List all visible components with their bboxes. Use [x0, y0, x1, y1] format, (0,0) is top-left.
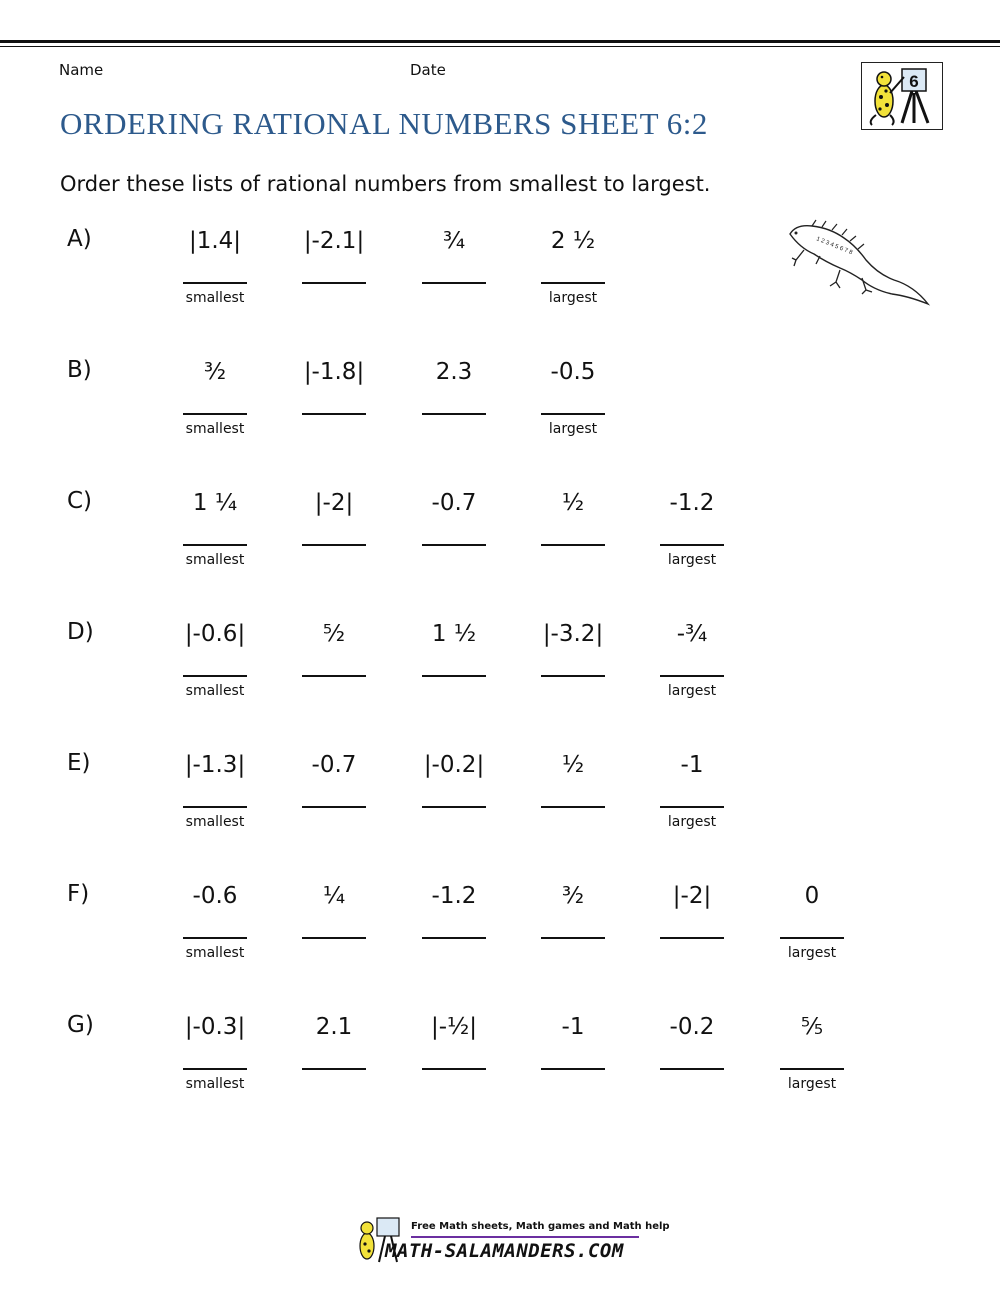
- number-cell: [274, 484, 394, 569]
- answer-blank[interactable]: [541, 675, 605, 677]
- answer-blank[interactable]: [422, 675, 486, 677]
- number-cell: [274, 615, 394, 700]
- answer-blank[interactable]: [541, 806, 605, 808]
- caption-spacer: [513, 813, 633, 831]
- question-label: B): [67, 357, 92, 383]
- number-cell: [632, 615, 752, 700]
- answer-blank[interactable]: [422, 544, 486, 546]
- rational-number: -1: [680, 752, 704, 778]
- question-label: E): [67, 750, 91, 776]
- question-row: [0, 1008, 1000, 1139]
- question-label: D): [67, 619, 94, 645]
- rational-number: 2 ½: [550, 228, 596, 254]
- smallest-caption: smallest: [185, 290, 245, 306]
- number-cell: [155, 615, 275, 700]
- smallest-caption: smallest: [185, 1076, 245, 1092]
- rational-number: -¾: [676, 621, 708, 647]
- rational-number: ³⁄₂: [203, 359, 227, 385]
- rational-number: |-0.3|: [184, 1014, 246, 1040]
- largest-caption: largest: [667, 814, 717, 830]
- number-cell: [513, 746, 633, 831]
- answer-blank[interactable]: [302, 937, 366, 939]
- caption-spacer: [394, 813, 514, 831]
- rational-number: 1 ½: [431, 621, 477, 647]
- answer-blank[interactable]: [660, 937, 724, 939]
- largest-caption: largest: [667, 552, 717, 568]
- number-cell: [513, 222, 633, 307]
- number-cell: [394, 615, 514, 700]
- caption-spacer: [394, 944, 514, 962]
- number-cell: [513, 615, 633, 700]
- number-cell: [155, 877, 275, 962]
- question-row: [0, 484, 1000, 615]
- caption-spacer: [394, 289, 514, 307]
- number-cell: [752, 877, 872, 962]
- number-cell: [155, 353, 275, 438]
- number-cell: [274, 1008, 394, 1093]
- smallest-caption: smallest: [185, 945, 245, 961]
- caption-spacer: [394, 551, 514, 569]
- rational-number: |-3.2|: [542, 621, 604, 647]
- number-cell: [394, 484, 514, 569]
- answer-blank[interactable]: [302, 1068, 366, 1070]
- answer-blank[interactable]: [302, 544, 366, 546]
- answer-blank[interactable]: [780, 1068, 844, 1070]
- caption-spacer: [632, 944, 752, 962]
- number-cell: [155, 746, 275, 831]
- caption-spacer: [394, 1075, 514, 1093]
- rational-number: ¾: [442, 228, 466, 254]
- question-label: G): [67, 1012, 94, 1038]
- answer-blank[interactable]: [780, 937, 844, 939]
- number-cell: [632, 1008, 752, 1093]
- number-cell: [274, 222, 394, 307]
- rational-number: ³⁄₂: [561, 883, 585, 909]
- largest-caption: largest: [787, 945, 837, 961]
- answer-blank[interactable]: [183, 413, 247, 415]
- number-cell: [632, 484, 752, 569]
- rational-number: |-1.3|: [184, 752, 246, 778]
- answer-blank[interactable]: [422, 413, 486, 415]
- page-title: ORDERING RATIONAL NUMBERS SHEET 6:2: [60, 106, 708, 141]
- footer-site-link[interactable]: MATH-SALAMANDERS.COM: [385, 1240, 624, 1262]
- question-label: F): [67, 881, 90, 907]
- rational-number: |1.4|: [188, 228, 242, 254]
- caption-spacer: [274, 1075, 394, 1093]
- rational-number: ¼: [322, 883, 346, 909]
- rational-number: 2.1: [315, 1014, 353, 1040]
- answer-blank[interactable]: [183, 806, 247, 808]
- number-cell: [394, 353, 514, 438]
- answer-blank[interactable]: [183, 937, 247, 939]
- rational-number: -0.2: [669, 1014, 715, 1040]
- answer-blank[interactable]: [183, 282, 247, 284]
- number-cell: [274, 353, 394, 438]
- rational-number: -0.7: [311, 752, 357, 778]
- rational-number: ⁵⁄₂: [322, 621, 346, 647]
- answer-blank[interactable]: [183, 1068, 247, 1070]
- answer-blank[interactable]: [183, 675, 247, 677]
- number-cell: [274, 877, 394, 962]
- number-cell: [752, 1008, 872, 1093]
- number-cell: [394, 1008, 514, 1093]
- answer-blank[interactable]: [660, 544, 724, 546]
- svg-text:1 2 3 4 5 6 7 8: 1 2 3 4 5 6 7 8: [815, 236, 854, 257]
- salamander-grade-icon: [862, 63, 941, 128]
- rational-number: |-½|: [430, 1014, 478, 1040]
- rational-number: |-0.2|: [423, 752, 485, 778]
- rational-number: 2.3: [435, 359, 473, 385]
- number-cell: [394, 222, 514, 307]
- largest-caption: largest: [548, 290, 598, 306]
- footer: [355, 1216, 670, 1266]
- answer-blank[interactable]: [422, 806, 486, 808]
- answer-blank[interactable]: [422, 1068, 486, 1070]
- rational-number: -0.7: [431, 490, 477, 516]
- answer-blank[interactable]: [541, 1068, 605, 1070]
- caption-spacer: [513, 682, 633, 700]
- rational-number: |-2|: [672, 883, 712, 909]
- largest-caption: largest: [667, 683, 717, 699]
- rational-number: -1: [561, 1014, 585, 1040]
- answer-blank[interactable]: [541, 282, 605, 284]
- question-list: [0, 222, 1000, 1139]
- instructions: Order these lists of rational numbers from smallest to largest.: [60, 172, 711, 196]
- answer-blank[interactable]: [660, 1068, 724, 1070]
- answer-blank[interactable]: [302, 675, 366, 677]
- number-cell: [513, 877, 633, 962]
- caption-spacer: [274, 944, 394, 962]
- question-row: [0, 877, 1000, 1008]
- smallest-caption: smallest: [185, 421, 245, 437]
- rational-number: -1.2: [669, 490, 715, 516]
- top-rule: [0, 40, 1000, 43]
- question-label: C): [67, 488, 93, 514]
- question-row: [0, 615, 1000, 746]
- answer-blank[interactable]: [541, 937, 605, 939]
- answer-blank[interactable]: [422, 282, 486, 284]
- caption-spacer: [274, 813, 394, 831]
- rational-number: |-1.8|: [303, 359, 365, 385]
- number-cell: [394, 746, 514, 831]
- caption-spacer: [632, 1075, 752, 1093]
- number-cell: [513, 1008, 633, 1093]
- rational-number: ½: [561, 490, 585, 516]
- rational-number: ⁵⁄₅: [800, 1014, 824, 1040]
- smallest-caption: smallest: [185, 814, 245, 830]
- answer-blank[interactable]: [541, 413, 605, 415]
- answer-blank[interactable]: [302, 413, 366, 415]
- date-label: Date: [410, 61, 446, 79]
- number-cell: [155, 484, 275, 569]
- rational-number: -0.5: [550, 359, 596, 385]
- top-rule-thin: [0, 46, 1000, 47]
- answer-blank[interactable]: [660, 675, 724, 677]
- number-cell: [632, 877, 752, 962]
- question-label: A): [67, 226, 92, 252]
- rational-number: |-0.6|: [184, 621, 246, 647]
- rational-number: -0.6: [192, 883, 238, 909]
- question-row: [0, 353, 1000, 484]
- largest-caption: largest: [548, 421, 598, 437]
- caption-spacer: [274, 682, 394, 700]
- caption-spacer: [394, 420, 514, 438]
- caption-spacer: [394, 682, 514, 700]
- question-row: [0, 746, 1000, 877]
- caption-spacer: [513, 944, 633, 962]
- rational-number: |-2|: [314, 490, 354, 516]
- answer-blank[interactable]: [541, 544, 605, 546]
- smallest-caption: smallest: [185, 683, 245, 699]
- number-cell: [155, 222, 275, 307]
- rational-number: ½: [561, 752, 585, 778]
- caption-spacer: [274, 289, 394, 307]
- number-cell: [155, 1008, 275, 1093]
- answer-blank[interactable]: [422, 937, 486, 939]
- number-cell: [274, 746, 394, 831]
- rational-number: 1 ¼: [192, 490, 238, 516]
- rational-number: |-2.1|: [303, 228, 365, 254]
- math-salamanders-logo: [861, 62, 943, 130]
- question-row: [0, 222, 1000, 353]
- caption-spacer: [513, 1075, 633, 1093]
- footer-tagline: Free Math sheets, Math games and Math help: [411, 1221, 670, 1232]
- name-label: Name: [59, 61, 104, 79]
- caption-spacer: [274, 551, 394, 569]
- caption-spacer: [513, 551, 633, 569]
- number-cell: [513, 484, 633, 569]
- footer-divider: [411, 1236, 639, 1238]
- caption-spacer: [274, 420, 394, 438]
- answer-blank[interactable]: [183, 544, 247, 546]
- rational-number: -1.2: [431, 883, 477, 909]
- smallest-caption: smallest: [185, 552, 245, 568]
- answer-blank[interactable]: [660, 806, 724, 808]
- largest-caption: largest: [787, 1076, 837, 1092]
- number-cell: [394, 877, 514, 962]
- logo-grade-text: 6: [909, 72, 919, 91]
- answer-blank[interactable]: [302, 282, 366, 284]
- number-cell: [513, 353, 633, 438]
- number-cell: [632, 746, 752, 831]
- rational-number: 0: [804, 883, 820, 909]
- answer-blank[interactable]: [302, 806, 366, 808]
